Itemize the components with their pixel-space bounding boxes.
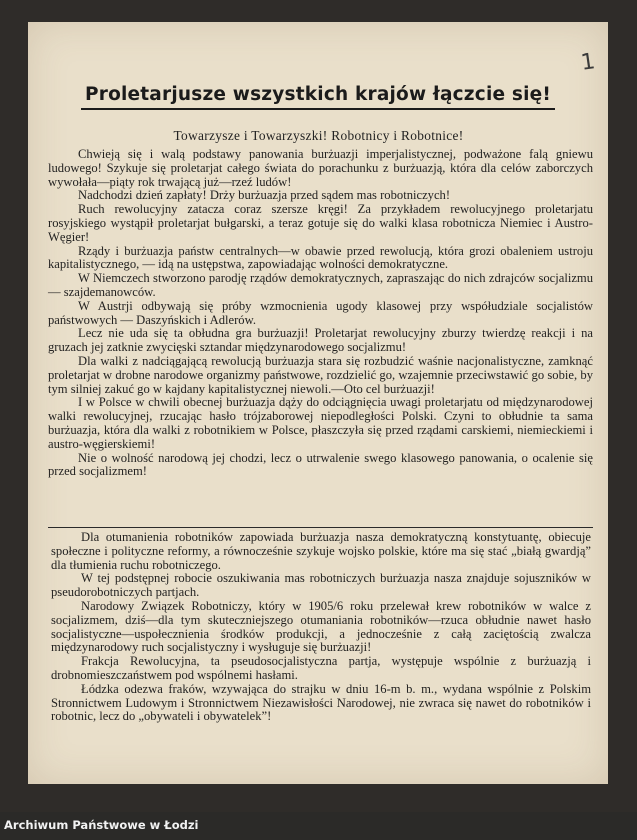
paragraph: Lecz nie uda się ta obłudna gra burżuazji! Proletarjat rewolucyjny zburzy twierdzę reakcji i na gruzach jej zatknie zwycięski sztandar międzynarodowego socjalizmu! (48, 326, 593, 355)
paragraph: Nadchodzi dzień zapłaty! Drży burżuazja przed sądem mas robotniczych! (78, 188, 451, 203)
page-number-mark: 1 (579, 49, 597, 76)
paragraph: Narodowy Związek Robotniczy, który w 1905/6 roku przelewał krew robotników w walce z socjalizmem, dziś—dla tym skuteczniejszego otumaniania robotników—rzuca obłudnie nawet hasło socjalistyczne—uspołecznienia środków produkcji, a jednocześnie z całą zaciętością zwalcza międzynarodowy ruch socjalistyczny i wysługuje się burżuazji! (51, 598, 591, 655)
paragraph: W Austrji odbywają się próby wzmocnienia ugody klasowej przy współudziale socjalistów państwowych — Daszyńskich i Adlerów. (48, 298, 593, 327)
paragraph: Ruch rewolucyjny zatacza coraz szersze kręgi! Za przykładem rewolucyjnego proletarjatu rosyjskiego wystąpił proletarjat bułgarski, a teraz gotuje się do walki klasa robotnicza Niemiec i Austro-Węgier! (48, 202, 593, 244)
greeting: Towarzysze i Towarzyszki! Robotnicy i Robotnice! (173, 128, 464, 143)
paragraph-emphasis: Nie o wolność narodową jej chodzi, lecz o utrwalenie swego klasowego panowania, o ocalenie się przed socjalizmem! (48, 450, 593, 479)
divider-rule (48, 527, 593, 528)
headline-text: Proletarjusze wszystkich krajów łączcie się! (81, 84, 555, 110)
paragraph: Rządy i burżuazja państw centralnych—w obawie przed rewolucją, która grozi obaleniem ustroju kapitalistycznego, — idą na ustępstwa, zapowiadając wolności demokratyczne. (48, 243, 593, 272)
paragraph: I w Polsce w chwili obecnej burżuazja dąży do odciągnięcia uwagi proletarjatu od międzynarodowej walki rewolucyjnej, rzucając hasło trójzaborowej niepodległości Polski. Czyni to obłudnie ta sama burżuazja, która dla walki z robotnikiem w Polsce, płaszczyła się przed rządami carskiemi, niemieckiemi i austro-węgierskiemi! (48, 395, 593, 451)
paragraph: Chwieją się i walą podstawy panowania burżuazji imperjalistycznej, podważone falą gniewu ludowego! Szykuje się proletarjat całego świata do porachunku z burżuazją, która dla celów zaborczych wywołała—piąty rok trwającą już—rzeź ludów! (48, 147, 593, 189)
paragraph: Dla otumanienia robotników zapowiada burżuazja nasza demokratyczną konstytuantę, obiecuje społeczne i polityczne reformy, a równocześnie szykuje wojsko polskie, które ma się stać „białą gwardją” dla tłumienia ruchu robotniczego. (51, 530, 591, 572)
paragraph: W Niemczech stworzono parodję rządów demokratycznych, zapraszając do nich zdrajców socjalizmu — szajdemanowców. (48, 271, 593, 299)
paragraph: W tej podstępnej robocie oszukiwania mas robotniczych burżuazja nasza znajduje sojuszników w pseudorobotniczych partjach. (51, 571, 591, 600)
section-one (48, 148, 593, 479)
archive-label: Archiwum Państwowe w Łodzi (4, 818, 199, 832)
paragraph: Łódzka odezwa fraków, wzywająca do strajku w dniu 16-m b. m., wydana wspólnie z Polskim Stronnictwem Ludowym i Stronnictwem Niezawisłości Narodowej, nie zwraca się nawet do robotników i robotnic, lecz do „obywateli i obywatelek”! (51, 681, 591, 724)
headline (28, 84, 608, 110)
paragraph: Frakcja Rewolucyjna, ta pseudosocjalistyczna partja, występuje wspólnie z burżuazją i drobnomieszczaństwem pod wspólnemi hasłami. (51, 654, 591, 682)
archive-footer (0, 812, 637, 840)
paragraph: Dla walki z nadciągającą rewolucją burżuazja stara się rozbudzić waśnie nacjonalistyczne, zamknąć proletarjat w drobne narodowe organizmy państwowe, rozdzielić go, wzajemnie przeciwstawić go sobie, by tym silniej zakuć go w kajdany kapitalistycznej niewoli.—Oto cel burżuazji! (48, 353, 593, 396)
section-two (51, 531, 591, 724)
